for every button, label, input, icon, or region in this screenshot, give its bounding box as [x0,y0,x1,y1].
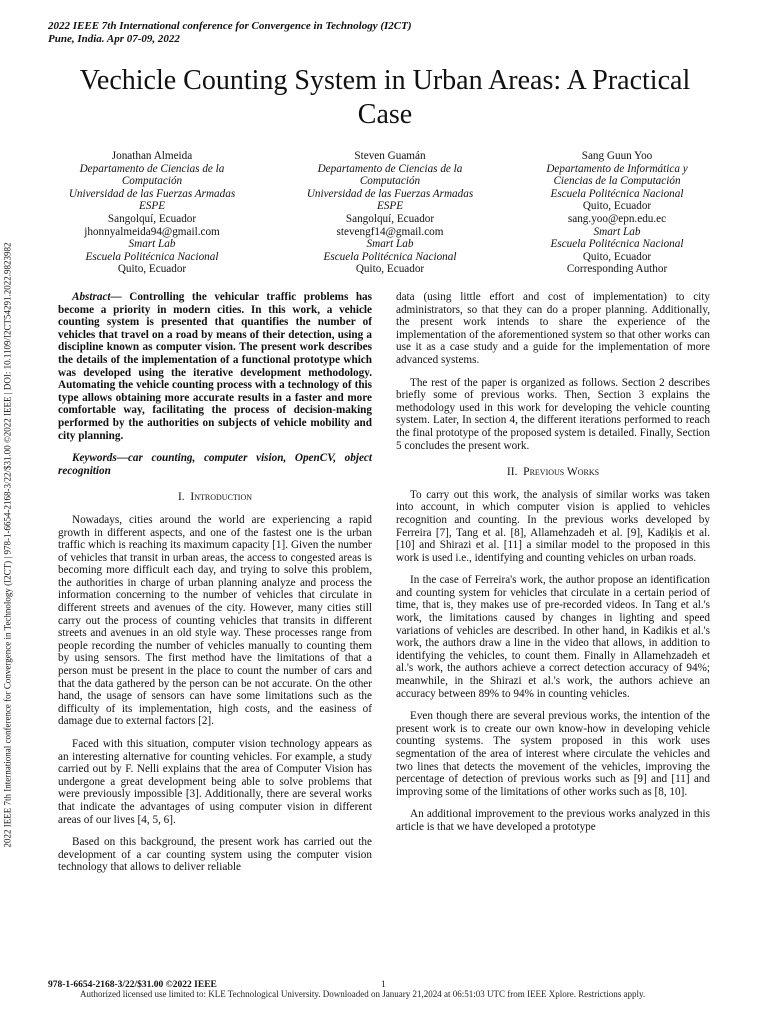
conference-header [48,20,412,46]
paper-title: Vechicle Counting System in Urban Areas: A Practical Case [79,65,691,130]
author-affiliation-line: ESPE [138,200,166,213]
author-affiliation-line: Computación [359,175,421,188]
author-affiliation-line: Corresponding Author [566,263,668,276]
author-affiliation-line: Departamento de Ciencias de la [79,162,225,175]
author-name: Sang Guun Yoo [581,150,653,162]
previous-works-paragraph: In the case of Ferreira's work, the author propose an identification and counting system for vehicles that circulate in a certain period of time, that is, they makes use of pre-recorded videos. In Tang et al.'s work, the limitations caused by changes in lighting and speed variations of vehicles are described. In other hand, in Kadikis et al.'s work, the authors draw a line in the video that allows, in addition to identifying the vehicles, to count them. Finally in Allamehzadeh et al.'s work, the authors achieve a correct detection accuracy of 94%; meanwhile, in the Shirazi et al.'s work, the authors achieve an accuracy between 89% to 94% in counting vehicles. [396,574,710,700]
previous-works-paragraph: An additional improvement to the previous works analyzed in this article is that we have developed a prototype [396,808,710,833]
author-affiliation-line: jhonnyalmeida94@gmail.com [84,225,220,238]
abstract [58,291,372,442]
author-affiliation-line: Escuela Politécnica Nacional [550,238,684,251]
author-affiliation-line: Escuela Politécnica Nacional [323,250,457,263]
author-affiliation-line: Escuela Politécnica Nacional [85,250,219,263]
author-affiliation-line: Sangolquí, Ecuador [107,212,197,225]
author-affiliation-line: Quito, Ecuador [355,263,425,276]
conference-line-1: 2022 IEEE 7th International conference for Convergence in Technology (I2CT) [48,20,412,32]
author-block-1 [52,150,252,276]
author-affiliation-line: Universidad de las Fuerzas Armadas [68,187,236,200]
author-affiliation-line: Quito, Ecuador [117,263,187,276]
section-heading-previous-works: II. Previous Works [506,466,600,479]
author-block-3 [517,150,717,276]
intro-paragraph: The rest of the paper is organized as follows. Section 2 describes briefly some of previous works. Then, Section 3 explains the methodology used in this work for developing the vehicle counting system. Later, In section 4, the different iterations performed to reach the final prototype of the proposed system is detailed. Finally, Section 5 concludes the present work. [396,376,710,452]
author-affiliation-line: Departamento de Ciencias de la [317,162,463,175]
keywords-lead: Keywords— [72,452,128,465]
intro-paragraph: Faced with this situation, computer vision technology appears as an interesting alternative for counting vehicles. For example, a study carried out by F. Nelli explains that the area of Computer Vision has undergone a great development being able to solve problems that were previously impossible [3]. Additionally, there are several works that indicate the advantages of using computer vision in different areas of our lives [4, 5, 6]. [58,738,372,826]
author-name: Jonathan Almeida [111,150,193,162]
intro-continuation: data (using little effort and cost of implementation) to city administrators, so that they can do a proper planning. Additionally, the present work intends to share the experience of the implementation of the aforementioned system so that other works can use it as a case study and a guide for the implementation of more advanced systems. [396,291,710,366]
conference-line-2: Pune, India. Apr 07-09, 2022 [48,33,180,45]
doi-sidebar: 2022 IEEE 7th International conference for Convergence in Technology (I2CT) | 978-1-6654-2168-3/22/$31.00 ©2022 IEEE | DOI: 10.1109/I2CT54291.2022.9823982 [2,242,13,848]
previous-works-paragraph: To carry out this work, the analysis of similar works was taken into account, in which computer vision is applied to vehicles recognition and counting. In the previous works developed by Ferreira [7], Tang et al. [8], Allamehzadeh et al. [9], Kadiķis et al. [10] and Shirazi et al. [11] a similar model to the proposed in this work is used i.e., identifying and counting vehicles on urban roads. [396,488,710,564]
author-affiliation-line: Quito, Ecuador [582,250,652,263]
previous-works-paragraph: Even though there are several previous works, the intention of the present work is to create our own know-how in developing vehicle counting systems. The system proposed in this work uses segmentation of the area of interest where circulate the vehicles and two lines that detects the movement of the vehicles, improving the percentage of detection of previous works such as [9] and [11] and improving some of the limitations of other works such as [8, 10]. [396,710,710,798]
intro-paragraph: Based on this background, the present work has carried out the development of a car counting system using the computer vision technology that allows to deliver reliable [58,836,372,874]
footer-isbn: 978-1-6654-2168-3/22/$31.00 ©2022 IEEE [48,980,217,990]
page-number: 1 [381,980,386,990]
author-affiliation-line: Computación [121,175,183,188]
author-affiliation-line: stevengf14@gmail.com [336,225,444,238]
author-affiliation-line: Smart Lab [593,225,641,238]
section-heading-introduction: I. Introduction [177,491,253,504]
left-column [58,291,372,884]
author-affiliation-line: Universidad de las Fuerzas Armadas [306,187,474,200]
keywords [58,452,372,477]
author-affiliation-line: ESPE [376,200,404,213]
intro-paragraph: Nowadays, cities around the world are experiencing a rapid growth in different aspects, and one of the fastest one is the urban traffic which is reaching its maximum capacity [1]. Given the number of vehicles that transit in urban areas, the access to congested areas is becoming more difficult each day, and trying to solve this problem, the authorities in charge of urban planning analyze and process the information concerning to the number of vehicles that circulate in different streets and avenues of the city. However, many cities still carry out the process of counting vehicles that transits in different streets and avenues in an old style way. These processes range from people recording the number of vehicles manually to counting them by using sensors. The first method have the limitations of that a person must be present in the place to count the number of cars and that the data gathered by the person can be not accurate. On the other hand, the usage of sensors can have some limitations such as the difficulty of its implementation, high costs, and the easiness of damage due to external factors [2]. [58,513,372,728]
author-affiliation-line: Escuela Politécnica Nacional [550,187,684,200]
author-affiliation [517,163,717,276]
author-affiliation-line: Sangolquí, Ecuador [345,212,435,225]
author-affiliation-line: Smart Lab [366,238,414,251]
right-column [396,291,710,844]
author-block-2 [290,150,490,276]
abstract-text: Controlling the vehicular traffic problems has become a priority in modern cities. In this work, a vehicle counting system is presented that quantifies the number of vehicles that travel on a road by means of their detection, using a discipline known as computer vision. The present work describes the details of the implementation of a functional prototype which was developed using the iterative development methodology. Automating the vehicle counting process with a technology of this type allows obtaining more accurate results in a faster and more comfortable way, facilitating the process of decision-making performed by the authorities on subjects of vehicle mobility and city planning. [58,291,372,442]
author-affiliation-line: Ciencias de la Computación [553,175,681,188]
author-affiliation-line: sang.yoo@epn.edu.ec [567,212,667,225]
license-notice: Authorized licensed use limited to: KLE Technological University. Downloaded on January 21,2024 at 06:51:03 UTC from IEEE Xplore. Restrictions apply. [80,989,646,999]
author-affiliation-line: Quito, Ecuador [582,200,652,213]
author-name: Steven Guamán [354,150,426,162]
author-affiliation [52,163,252,276]
keywords-text: car counting, computer vision, OpenCV, object recognition [58,452,372,477]
author-affiliation [290,163,490,276]
abstract-lead: Abstract— [72,291,122,303]
author-affiliation-line: Smart Lab [128,238,176,251]
author-affiliation-line: Departamento de Informática y [546,162,688,175]
